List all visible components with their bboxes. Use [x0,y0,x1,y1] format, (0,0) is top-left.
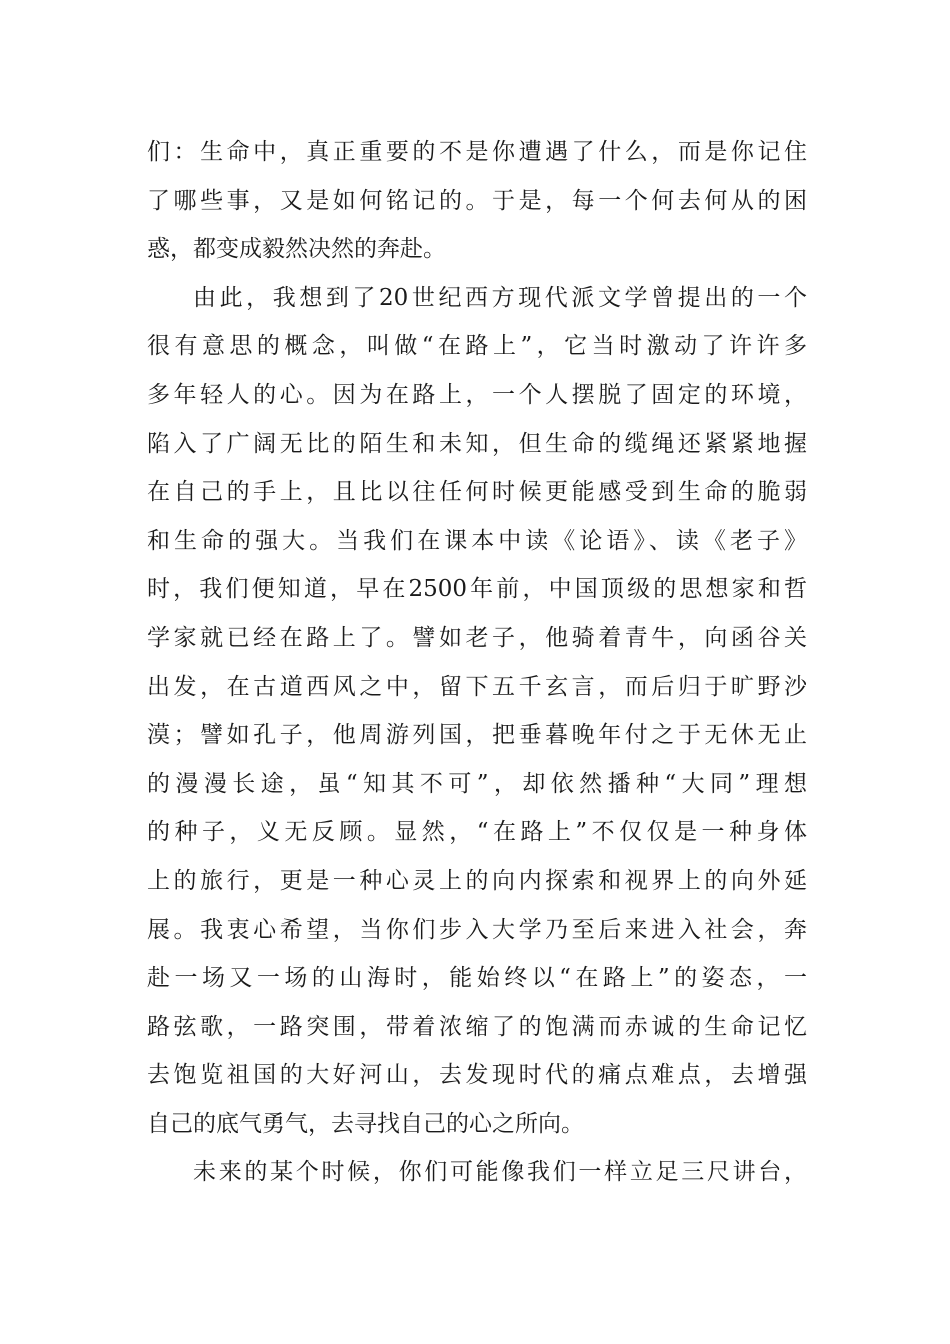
text-line: 上的旅行，更是一种心灵上的向内探索和视界上的向外延 [147,867,807,894]
text-line: 去饱览祖国的大好河山，去发现时代的痛点难点，去增强 [147,1062,807,1089]
text-line: 由此，我想到了20世纪西方现代派文学曾提出的一个 [193,284,807,311]
text-line: 的漫漫长途，虽“知其不可”，却依然播种“大同”理想 [147,770,807,797]
text-line: 的种子，义无反顾。显然，“在路上”不仅仅是一种身体 [147,819,807,846]
text-line: 很有意思的概念，叫做“在路上”，它当时激动了许许多 [147,333,807,360]
text-line: 时，我们便知道，早在2500年前，中国顶级的思想家和哲 [147,576,807,603]
text-line: 赴一场又一场的山海时，能始终以“在路上”的姿态，一 [147,965,807,992]
text-line: 展。我衷心希望，当你们步入大学乃至后来进入社会，奔 [147,916,807,943]
text-line: 陷入了广阔无比的陌生和未知，但生命的缆绳还紧紧地握 [147,430,807,457]
text-line: 和生命的强大。当我们在课本中读《论语》、读《老子》 [147,527,807,554]
text-line: 惑，都变成毅然决然的奔赴。 [147,236,446,263]
text-line: 出发，在古道西风之中，留下五千玄言，而后归于旷野沙 [147,673,807,700]
text-line: 了哪些事，又是如何铭记的。于是，每一个何去何从的困 [147,187,807,214]
text-line: 多年轻人的心。因为在路上，一个人摆脱了固定的环境， [147,381,807,408]
text-line: 在自己的手上，且比以往任何时候更能感受到生命的脆弱 [147,479,807,506]
text-line: 们：生命中，真正重要的不是你遭遇了什么，而是你记住 [147,139,807,165]
text-line: 未来的某个时候，你们可能像我们一样立足三尺讲台， [193,1159,807,1186]
text-line: 学家就已经在路上了。譬如老子，他骑着青牛，向函谷关 [147,624,807,651]
text-line: 自己的底气勇气，去寻找自己的心之所向。 [147,1110,584,1137]
text-line: 漠；譬如孔子，他周游列国，把垂暮晚年付之于无休无止 [147,722,807,749]
text-line: 路弦歌，一路突围，带着浓缩了的饱满而赤诚的生命记忆 [147,1013,807,1040]
body-text [147,128,807,1197]
